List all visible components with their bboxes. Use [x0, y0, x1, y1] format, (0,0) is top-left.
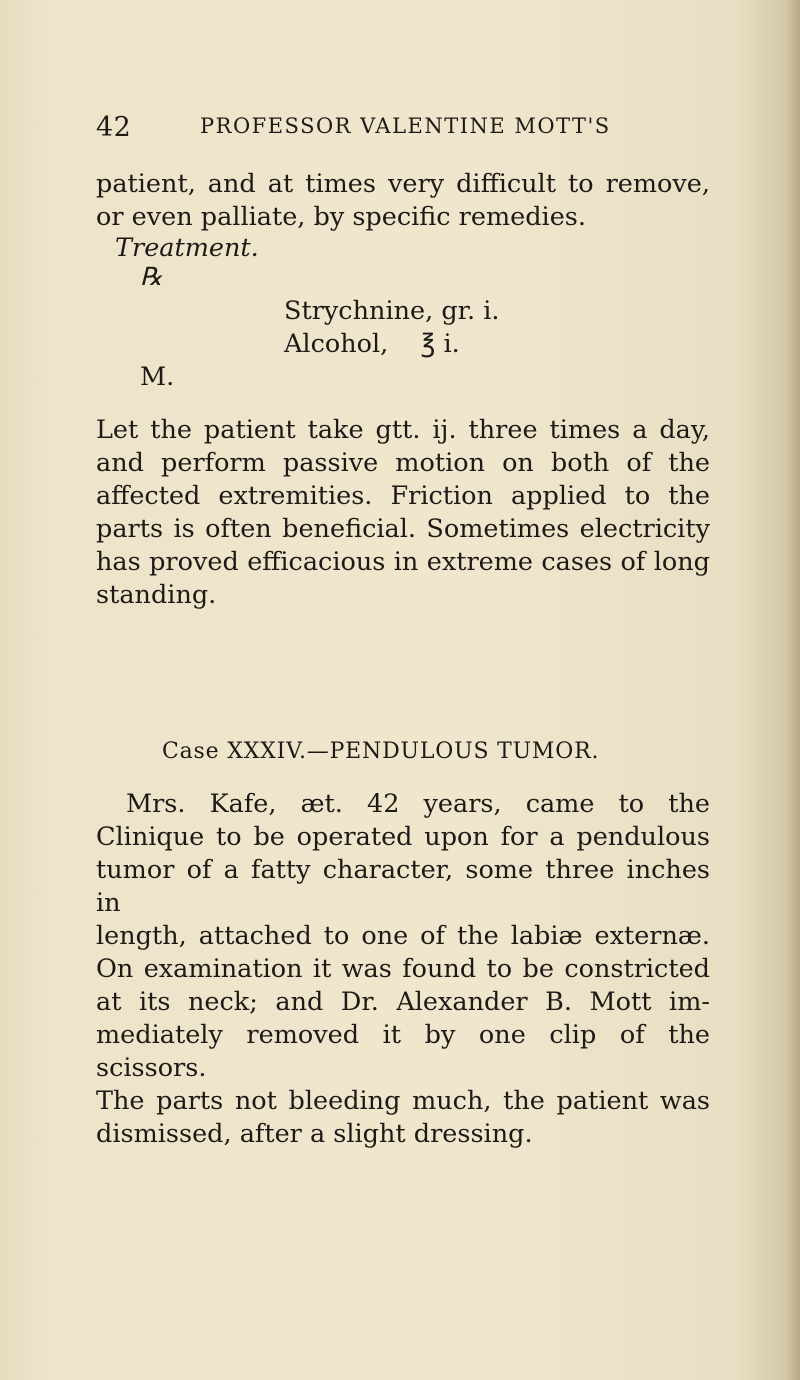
text-line: length, attached to one of the labiæ externæ. [96, 921, 710, 951]
page-header [96, 112, 656, 144]
text-line: and perform passive motion on both of the [96, 448, 710, 478]
text-line: at its neck; and Dr. Alexander B. Mott im- [96, 987, 710, 1017]
text-line: or even palliate, by specific remedies. [96, 202, 586, 232]
running-title: PROFESSOR VALENTINE MOTT'S [200, 114, 611, 138]
text-line: parts is often beneficial. Sometimes electricity [96, 514, 710, 544]
text-line: Clinique to be operated upon for a pendulous [96, 822, 710, 852]
prescription-symbol: ℞ [140, 262, 163, 291]
text-line: Mrs. Kafe, æt. 42 years, came to the [126, 789, 710, 819]
text-line: Let the patient take gtt. ij. three times a day, [96, 415, 710, 445]
text-line: mediately removed it by one clip of the scissors. [96, 1020, 710, 1083]
treatment-label: Treatment. [115, 233, 259, 263]
text-line: On examination it was found to be constricted [96, 954, 710, 984]
case-heading: Case XXXIV.—PENDULOUS TUMOR. [162, 739, 600, 764]
page-number: 42 [96, 112, 132, 143]
text-line: dismissed, after a slight dressing. [96, 1119, 533, 1149]
text-line: patient, and at times very difficult to remove, [96, 169, 710, 199]
page-edge-shadow [786, 0, 800, 1380]
text-line: affected extremities. Friction applied to the [96, 481, 710, 511]
prescription-item: Strychnine, gr. i. [284, 296, 500, 326]
prescription-item: Alcohol, ℥ i. [284, 329, 460, 359]
prescription-mix: M. [140, 362, 175, 392]
paragraph-2 [96, 414, 710, 612]
text-line: has proved efficacious in extreme cases of long [96, 547, 710, 577]
text-line: standing. [96, 580, 217, 610]
text-line: The parts not bleeding much, the patient was [96, 1086, 710, 1116]
paragraph-3 [96, 788, 710, 1151]
paragraph-1 [96, 168, 710, 234]
text-line: tumor of a fatty character, some three inches in [96, 855, 710, 918]
